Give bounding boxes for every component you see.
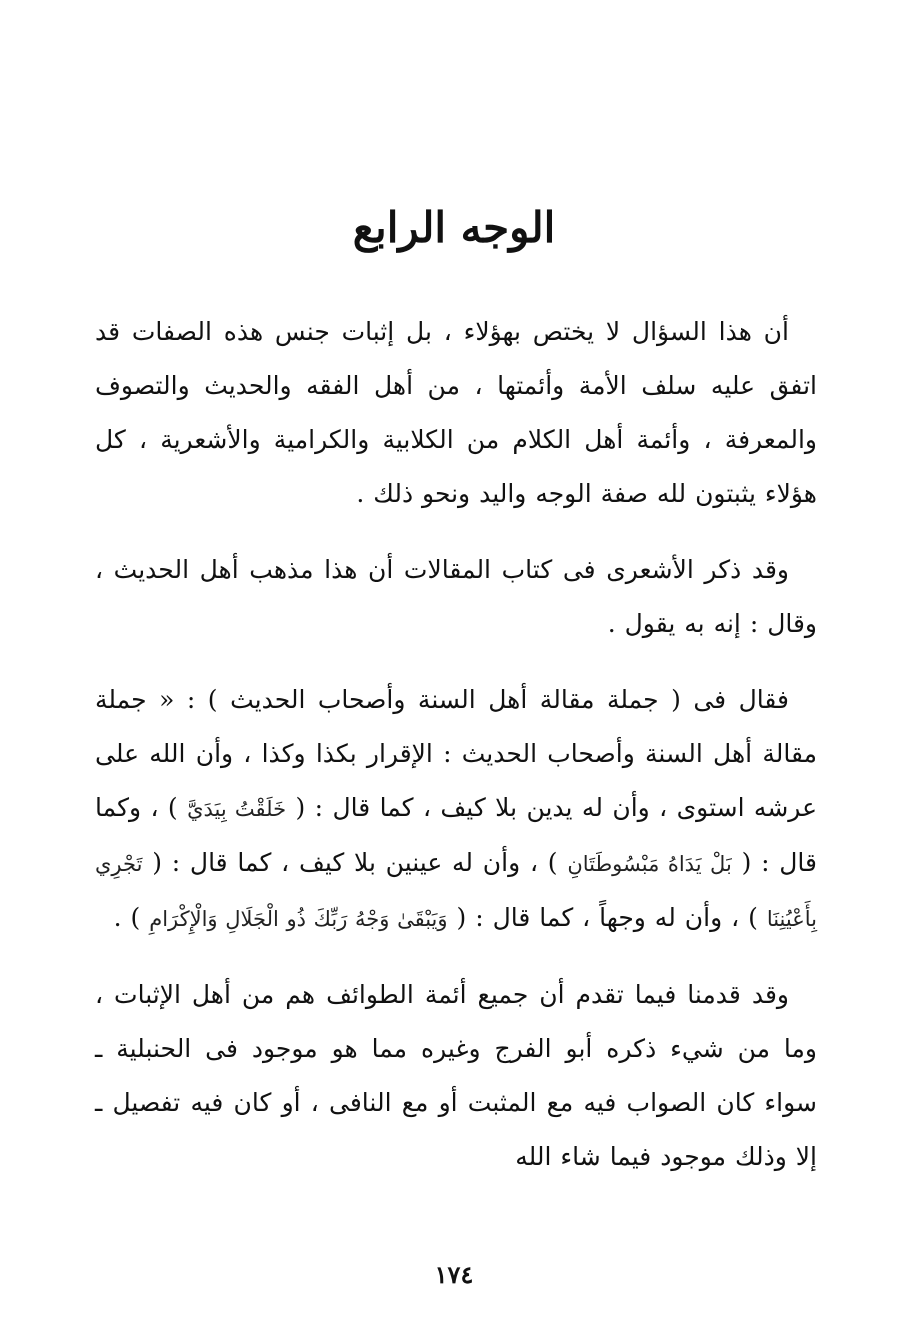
paragraph-3-text-d: ) ، وأن له وجهاً ، كما قال : ( [456,903,758,932]
paragraph-1-text: أن هذا السؤال لا يختص بهؤلاء ، بل إثبات جنس هذه الصفات قد اتفق عليه سلف الأمة وأئمتها ، من أهل الفقه والحديث والتصوف والمعرفة ، وأئمة أهل الكلام من الكلابية والكرامية والأشعرية ، كل هؤلاء يثبتون لله صفة الوجه واليد ونحو ذلك . [95,317,817,508]
paragraph-2 [95,543,817,651]
quran-verse-3: تَجْرِي بِأَعْيُنِنَا [95,852,817,931]
paragraph-2-text: وقد ذكر الأشعرى فى كتاب المقالات أن هذا مذهب أهل الحديث ، وقال : إنه به يقول . [95,555,817,638]
paragraph-3-text-e: ) . [113,903,141,932]
paragraph-4 [95,968,817,1184]
paragraph-4-text: وقد قدمنا فيما تقدم أن جميع أئمة الطوائف هم من أهل الإثبات ، وما من شيء ذكره أبو الفرج وغيره مما هو موجود فى الحنبلية ـ سواء كان الصواب فيه مع المثبت أو مع النافى ، أو كان فيه تفصيل ـ إلا وذلك موجود فيما شاء الله [95,980,817,1171]
paragraph-3 [95,673,817,946]
quran-verse-4: وَيَبْقَىٰ وَجْهُ رَبِّكَ ذُو الْجَلَالِ وَالْإِكْرَامِ [149,907,448,931]
quran-verse-1: خَلَقْتُ بِيَدَيَّ [187,797,287,821]
paragraph-3-text-a: فقال فى ( جملة مقالة أهل السنة وأصحاب الحديث ) : « جملة مقالة أهل السنة وأصحاب الحديث : الإقرار بكذا وكذا ، وأن الله على عرشه استوى ، وأن له يدين بلا كيف ، كما قال : ( [95,685,817,822]
page-number: ١٧٤ [434,1260,474,1289]
paragraph-3-text-b: ) ، وكما قال : ( [95,793,817,877]
page-title: الوجه الرابع [352,203,556,252]
paragraph-1 [95,305,817,521]
page-body [95,305,817,1184]
quran-verse-2: بَلْ يَدَاهُ مَبْسُوطَتَانِ [567,852,732,876]
paragraph-3-text-c: ) ، وأن له عينين بلا كيف ، كما قال : ( [152,848,558,877]
